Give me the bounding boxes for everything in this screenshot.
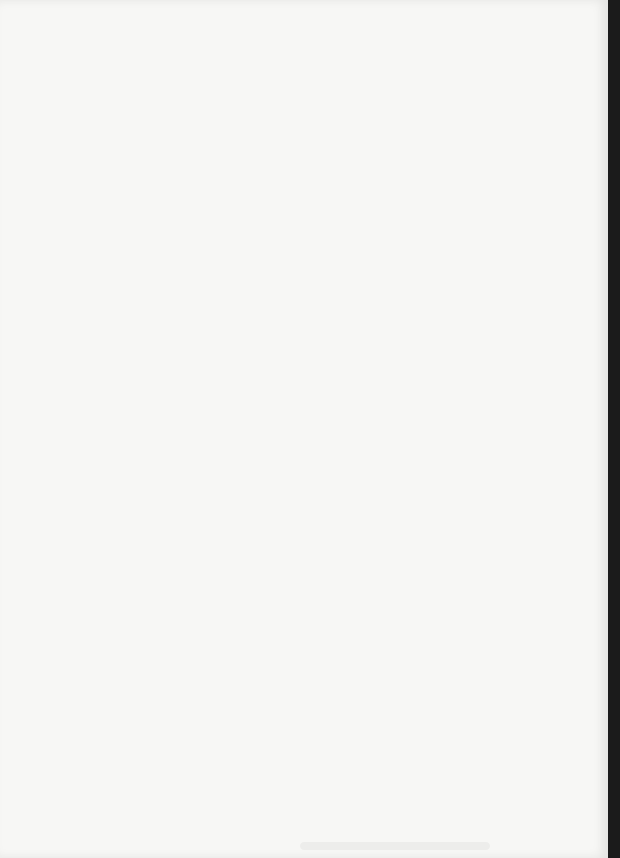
paragraph bbox=[96, 66, 584, 86]
paragraph bbox=[96, 88, 584, 108]
paragraph bbox=[96, 217, 584, 237]
paragraph bbox=[96, 239, 584, 259]
paragraph bbox=[96, 109, 584, 129]
paragraph bbox=[96, 131, 584, 151]
paragraph bbox=[96, 174, 584, 194]
scan-smudge bbox=[300, 842, 490, 850]
paragraph bbox=[96, 196, 584, 216]
paragraph bbox=[96, 152, 584, 172]
document-body bbox=[96, 66, 584, 260]
